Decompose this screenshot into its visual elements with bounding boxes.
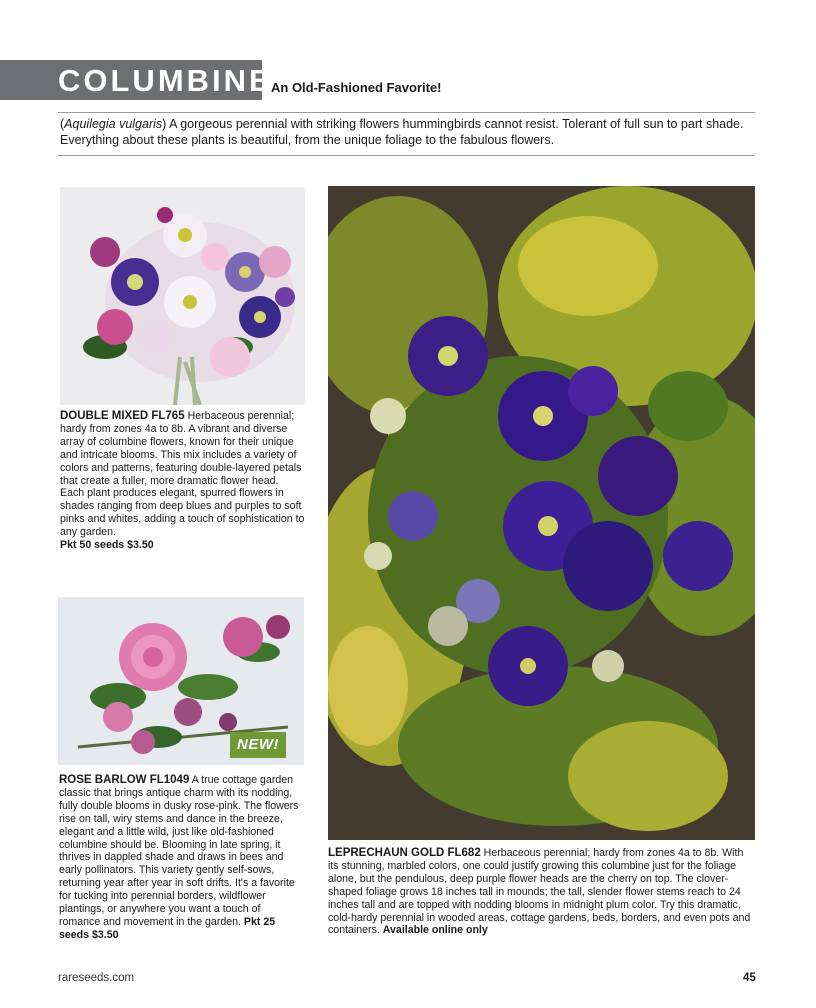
intro-paragraph: (Aquilegia vulgaris) A gorgeous perennial with striking flowers hummingbirds cannot resist. Tolerant of full sun to part shade. Everything about these plants is beautiful, from the unique foliage to the fabulous flowers. <box>60 117 744 147</box>
product-name: DOUBLE MIXED FL765 <box>60 410 185 422</box>
rose-barlow-description <box>59 774 304 942</box>
product-availability: Available online only <box>382 924 488 937</box>
page-subtitle: An Old-Fashioned Favorite! <box>271 80 442 95</box>
product-description: Herbaceous perennial; hardy from zones 4a to 8b. With its stunning, marbled colors, one could justify growing this columbine just for the foliage alone, but the pendulous, deep purple flower heads are the cherry on top. The clover-shaped foliage grows 18 inches tall in mounds; the tall, slender flower stems reach to 24 inches tall and are topped with nodding blooms in midnight plum color. Try this dramatic, cold-hardy perennial in wooded areas, cottage gardens, beds, borders, and even pots and containers. <box>328 847 751 937</box>
new-badge: NEW! <box>230 732 286 758</box>
product-name: ROSE BARLOW FL1049 <box>59 774 190 786</box>
product-price: Pkt 25 seeds $3.50 <box>59 915 276 941</box>
product-name: LEPRECHAUN GOLD FL682 <box>328 847 481 859</box>
page-title: COLUMBINE <box>58 63 273 98</box>
double-mixed-photo <box>60 187 305 405</box>
footer-website: rareseeds.com <box>58 972 135 984</box>
product-price: Pkt 50 seeds $3.50 <box>60 539 154 552</box>
product-description: A true cottage garden classic that brings antique charm with its nodding, fully double blooms in dusky rose-pink. The flowers rise on tall, wiry stems and dance in the breeze, elegant and a little wild, just like old-fashioned columbine should be. Blooming in late spring, it thrives in dappled shade and draws in bees and early pollinators. This variety gently self-sows, returning year after year in soft drifts. It's a favorite for tucking into perennial borders, wildflower plantings, or anywhere you want a touch of romance and movement in the garden. <box>59 774 299 928</box>
top-rule <box>58 112 755 113</box>
latin-name: Aquilegia vulgaris <box>64 117 163 131</box>
intro-rule <box>58 155 755 156</box>
product-description: Herbaceous perennial; hardy from zones 4a to 8b. A vibrant and diverse array of columbine flowers, known for their unique and intricate blooms. This mix includes a variety of colors and patterns, featuring double-layered petals that create a fuller, more dramatic flower head. Each plant produces elegant, spurred flowers in shades ranging from deep blues and purples to soft pinks and whites, adding a touch of sophistication to any garden. <box>60 410 305 539</box>
intro-text: ) A gorgeous perennial with striking flowers hummingbirds cannot resist. Tolerant of full sun to part shade. Everything about these plants is beautiful, from the unique foliage to the fabulous flowers. <box>60 117 744 147</box>
double-mixed-description <box>60 410 305 552</box>
leprechaun-gold-description <box>328 847 756 937</box>
page-number: 45 <box>743 972 756 984</box>
leprechaun-gold-photo <box>328 186 755 840</box>
